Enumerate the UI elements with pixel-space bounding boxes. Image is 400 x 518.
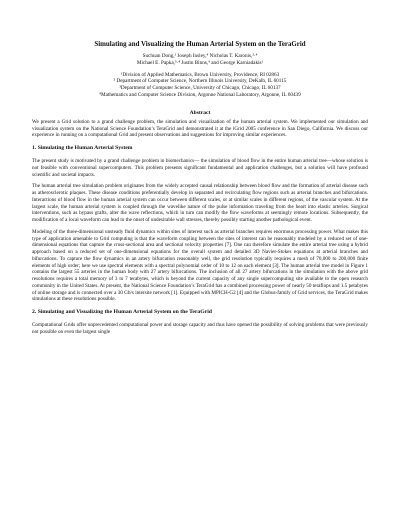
- section-1-heading: 1. Simulating the Human Arterial System: [32, 145, 133, 152]
- abstract-text: We present a Grid solution to a grand challenge problem, the simulation and visualization of the human arterial system. We implemented our simulation and visualization system on the National Science Foundation’s TeraGrid and demonstrated it at the iGrid 2005 conference in San Diego, California. We discuss our experience in running on a computational Grid and present observations and suggestions for improving similar experiences.: [32, 118, 368, 139]
- section-1-paragraph-2: The human arterial tree simulation problem originates from the widely accepted causal relationship between blood flow and the formation of arterial disease such as atherosclerotic plaques. These disease conditions preferentially develop in separated and recirculating flow regions such as arterial branches and bifurcations. Interactions of blood flow in the human arterial system can occur between different scales, or at similar scales in different regions, of the vascular system. At the largest scale, the human arterial system is coupled through the wavelike nature of the pulse information traveling from the heart into elastic arteries. Surgical interventions, such as bypass grafts, alter the wave reflections, which in turn can modify the flow waveforms at seemingly remote locations. Subsequently, the modification of a local waveform can lead to the onset of undesirable wall stresses, thereby possibly starting another pathological event.: [32, 183, 368, 224]
- section-1-paragraph-1: The present study is motivated by a grand challenge problem in biomechanics— the simulation of blood flow in the entire human arterial tree—whose solution is not feasible with conventional supercomputers. This problem presents significant fundamental and application challenges, but a solution will have profound scientific and societal impacts.: [32, 158, 368, 178]
- section-2-paragraph-1: Computational Grids offer unprecedented computational power and storage capacity and thus have opened the possibility of solving problems that were previously not possible on even the largest single: [32, 322, 368, 335]
- affiliation-1: ¹Division of Applied Mathematics, Brown University, Providence, RI 02863: [120, 71, 280, 78]
- authors-line-2: Michael E. Papka,³·⁴ Justin Binns,⁴ and George Karniadakis¹: [136, 59, 264, 66]
- abstract-heading: Abstract: [189, 109, 211, 116]
- affiliations: [32, 72, 368, 99]
- affiliation-4: ⁴Mathematics and Computer Science Division, Argonne National Laboratory, Argonne, IL 60439: [99, 91, 301, 98]
- affiliation-3: ³Department of Computer Science, University of Chicago, Chicago, IL 60137: [119, 85, 281, 92]
- paper-title: Simulating and Visualizing the Human Arterial System on the TeraGrid: [94, 41, 306, 48]
- paper-page: [32, 40, 368, 341]
- section-2-heading: 2. Simulating and Visualizing the Human Arterial System on the TeraGrid: [32, 309, 212, 316]
- section-1-paragraph-3: Modeling of the three-dimensional unsteady fluid dynamics within sites of interest such as arterial branches requires enormous processing power. What makes this type of application amenable to Grid computing is that the waveform coupling between the sites of interest can be reasonably modeled by a reduced set of one-dimensional equations that capture the cross-sectional area and sectional velocity properties [7]. One can therefore simulate the entire arterial tree using a hybrid approach based on a reduced set of one-dimensional equations for the overall system and detailed 3D Navier-Stokes equations at arterial branches and bifurcations. To capture the flow dynamics in an artery bifurcation reasonably well, the grid resolution typically requires a mesh of 70,000 to 200,000 finite elements of high order; here we use spectral elements with a spectral polynomial order of 10 to 12 on each element [3]. The human arterial tree model in Figure 1 contains the largest 55 arteries in the human body with 27 artery bifurcations. The inclusion of all 27 artery bifurcations in the simulation with the above grid resolutions requires a total memory of 3 to 7 terabytes, which is beyond the current capacity of any single supercomputing site available to the open research community in the United States. At present, the National Science Foundation’s TeraGrid has a combined processing power of nearly 50 teraflops and 1.5 petabytes of online storage and is connected over a 30 Gb/s intersite network [1]. Equipped with MPICH-G2 [4] and the Globus-family of Grid services, the TeraGrid makes simulations at these resolutions possible.: [32, 228, 368, 303]
- authors-line-1: Suchuan Dong,¹ Joseph Insley,⁴ Nicholas T. Karonis,²·⁴: [142, 53, 258, 59]
- affiliation-2: ² Department of Computer Science, Northern Illinois University, DeKalb, IL 60115: [113, 78, 287, 85]
